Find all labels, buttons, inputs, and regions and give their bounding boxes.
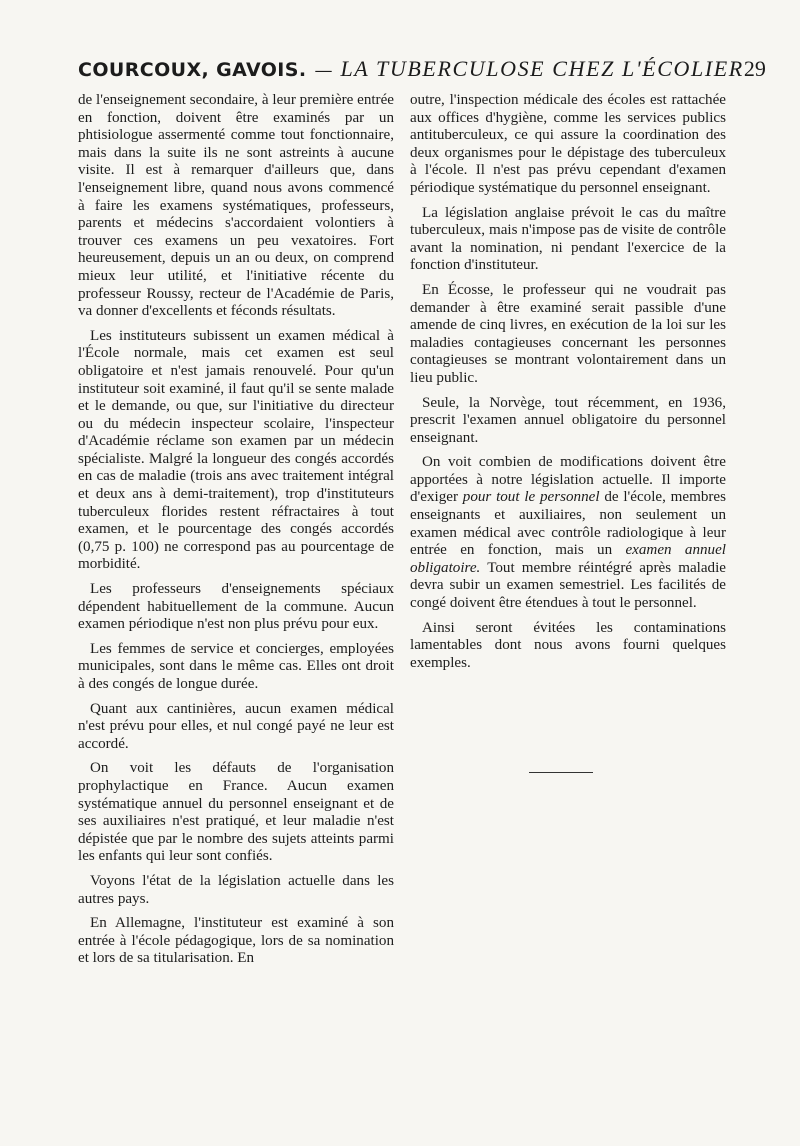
paragraph: Les instituteurs subissent un examen médical à l'École normale, mais cet examen est seul obligatoire et n'est jamais renouvelé. Pour qu'un instituteur soit examiné, il faut qu'il se sente malade et le demande, ou que, sur l'initiative du directeur ou du médecin inspecteur scolaire, l'inspecteur d'Académie réclame son examen par un médecin spécialiste. Malgré la longueur des congés accordés en cas de maladie (trois ans avec traitement intégral et deux ans à demi-traitement), trop d'instituteurs tuberculeux florides restent réfractaires à tout examen, et le pourcentage des congés accordés (0,75 p. 100) ne correspond pas au pourcentage de morbidité. — [78, 327, 394, 573]
text-run: Tout membre réintégré après maladie devra subir un examen semestriel. Les facilités de congé doivent être étendues à tout le personnel. — [410, 559, 726, 612]
paragraph: de l'enseignement secondaire, à leur première entrée en fonction, doivent être examinés par un phtisiologue assermenté comme tout fonctionnaire, mais dans la suite ils ne sont astreints à aucune visite. Il est à remarquer d'ailleurs que, dans l'enseignement libre, quand nous avons commencé à faire les examens systématiques, professeurs, parents et médecins s'accordaient volontiers à trouver ces examens un peu vexatoires. Fort heureusement, depuis un an ou deux, on comprend mieux leur utilité, et l'initiative récente du professeur Roussy, recteur de l'Académie de Paris, va donner d'excellents et féconds résultats. — [78, 92, 394, 320]
header-authors: COURCOUX, GAVOIS. — [78, 59, 307, 81]
paragraph: Les femmes de service et concierges, employées municipales, sont dans le même cas. Elles ont droit à des congés de longue durée. — [78, 640, 394, 692]
page-number: 29 — [743, 56, 766, 81]
paragraph: Quant aux cantinières, aucun examen médical n'est prévu pour elles, et nul congé payé ne leur est accordé. — [78, 700, 394, 752]
paragraph: En Allemagne, l'instituteur est examiné à son entrée à l'école pédagogique, lors de sa nomination et lors de sa titularisation. En — [78, 915, 394, 967]
paragraph — [410, 454, 726, 612]
header-title: LA TUBERCULOSE CHEZ L'ÉCOLIER — [340, 56, 744, 81]
text-run: On voit combien de modifications doivent être apportées à notre législation actuelle. Il importe d'exiger — [410, 454, 726, 506]
paragraph: On voit les défauts de l'organisation prophylactique en France. Aucun examen systématique annuel du personnel enseignant et de ses auxiliaires n'est pratiqué, et leur maladie n'est dépistée que par le nombre des sujets atteints parmi les enfants qui leur sont confiés. — [78, 760, 394, 865]
paragraph: Seule, la Norvège, tout récemment, en 1936, prescrit l'examen annuel obligatoire du personnel enseignant. — [410, 394, 726, 446]
paragraph: Ainsi seront évitées les contaminations lamentables dont nous avons fourni quelques exemples. — [410, 619, 726, 671]
paragraph: Voyons l'état de la législation actuelle dans les autres pays. — [78, 872, 394, 907]
emphasis: pour tout le personnel — [462, 489, 600, 506]
left-column — [78, 92, 394, 975]
paragraph: La législation anglaise prévoit le cas du maître tuberculeux, mais n'impose pas de visite de contrôle avant la nomination, ni pendant l'exercice de la fonction d'instituteur. — [410, 204, 726, 274]
header-separator: — — [314, 60, 333, 81]
end-rule — [529, 772, 593, 773]
emphasis: examen annuel obligatoire. — [410, 542, 726, 576]
paragraph: En Écosse, le professeur qui ne voudrait pas demander à être examiné serait passible d'une amende de cinq livres, en exécution de la loi sur les maladies contagieuses concernant les personnes contagieuses se montrant volontairement dans un lieu public. — [410, 281, 726, 386]
right-column — [410, 92, 726, 679]
paragraph: outre, l'inspection médicale des écoles est rattachée aux offices d'hygiène, comme les services publics antituberculeux, ce qui assure la coordination des deux organismes pour le dépistage des tuberculeux à l'école. Il n'est pas prévu cependant d'examen périodique systématique du personnel enseignant. — [410, 92, 726, 196]
running-header — [78, 56, 766, 86]
paragraph: Les professeurs d'enseignements spéciaux dépendent habituellement de la commune. Aucun examen périodique n'est non plus prévu pour eux. — [78, 581, 394, 633]
text-run: de l'école, membres enseignants et auxiliaires, non seulement un examen médical avec contrôle radiologique à leur entrée en fonction, mais un — [410, 489, 726, 559]
